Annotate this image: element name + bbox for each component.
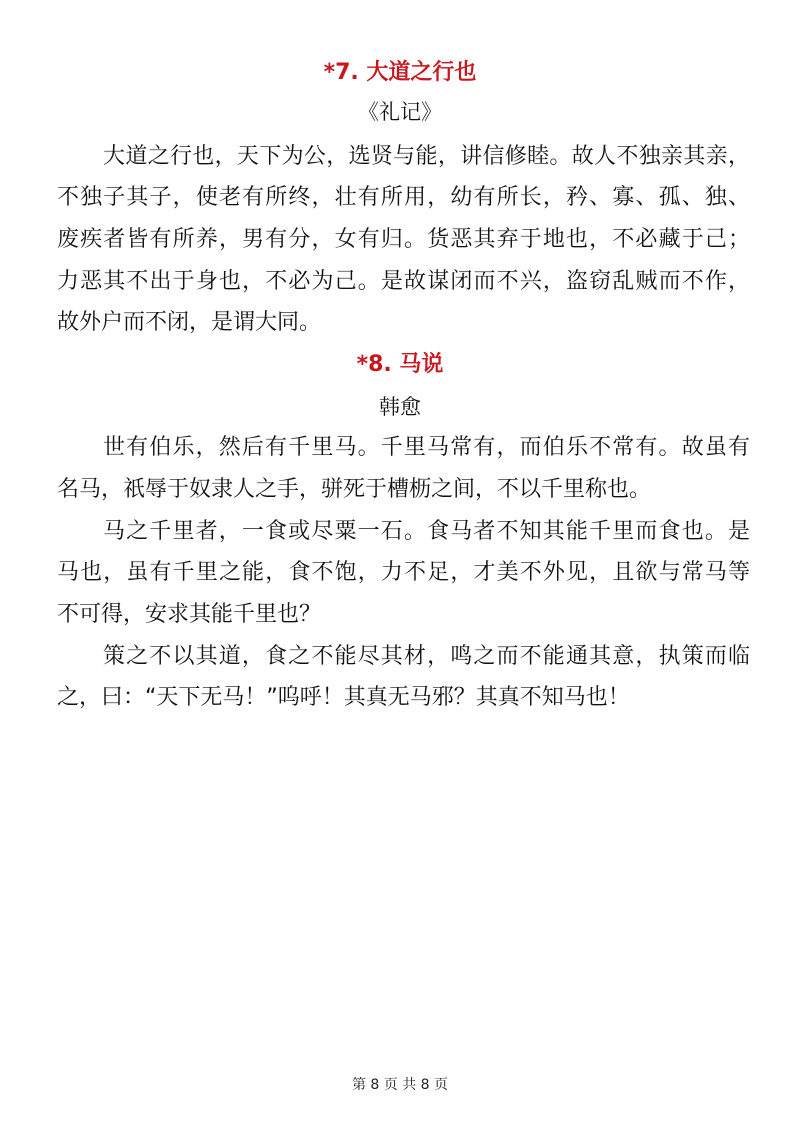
section-source: 《礼记》 [358, 100, 442, 124]
text-line: 马也，虽有千里之能，食不饱，力不足，才美不外见，且欲与常马等 [57, 560, 750, 585]
text-line: 不可得，安求其能千里也？ [57, 602, 322, 627]
section-title: *7. 大道之行也 [323, 60, 477, 85]
section-title: *8. 马说 [356, 352, 444, 377]
text-line: 马之千里者，一食或尽粟一石。食马者不知其能千里而食也。是 [103, 519, 750, 544]
text-line: 策之不以其道，食之不能尽其材，鸣之而不能通其意，执策而临 [103, 644, 750, 669]
text-line: 不独子其子，使老有所终，壮有所用，幼有所长，矜、寡、孤、独、 [57, 185, 750, 210]
text-line: 世有伯乐，然后有千里马。千里马常有，而伯乐不常有。故虽有 [103, 435, 750, 460]
text-line: 废疾者皆有所养，男有分，女有归。货恶其弃于地也，不必藏于己； [57, 227, 750, 252]
text-line: 力恶其不出于身也，不必为己。是故谋闭而不兴，盗窃乱贼而不作， [57, 269, 750, 294]
text-line: 大道之行也，天下为公，选贤与能，讲信修睦。故人不独亲其亲， [103, 144, 750, 169]
section-author: 韩愈 [379, 395, 421, 419]
text-line: 之，曰：“天下无马！”呜呼！其真无马邪？其真不知马也！ [57, 685, 630, 710]
text-line: 名马，祇辱于奴隶人之手，骈死于槽枥之间，不以千里称也。 [57, 477, 652, 502]
page-number: 第 8 页 共 8 页 [351, 1077, 449, 1093]
text-line: 故外户而不闭，是谓大同。 [57, 310, 322, 335]
